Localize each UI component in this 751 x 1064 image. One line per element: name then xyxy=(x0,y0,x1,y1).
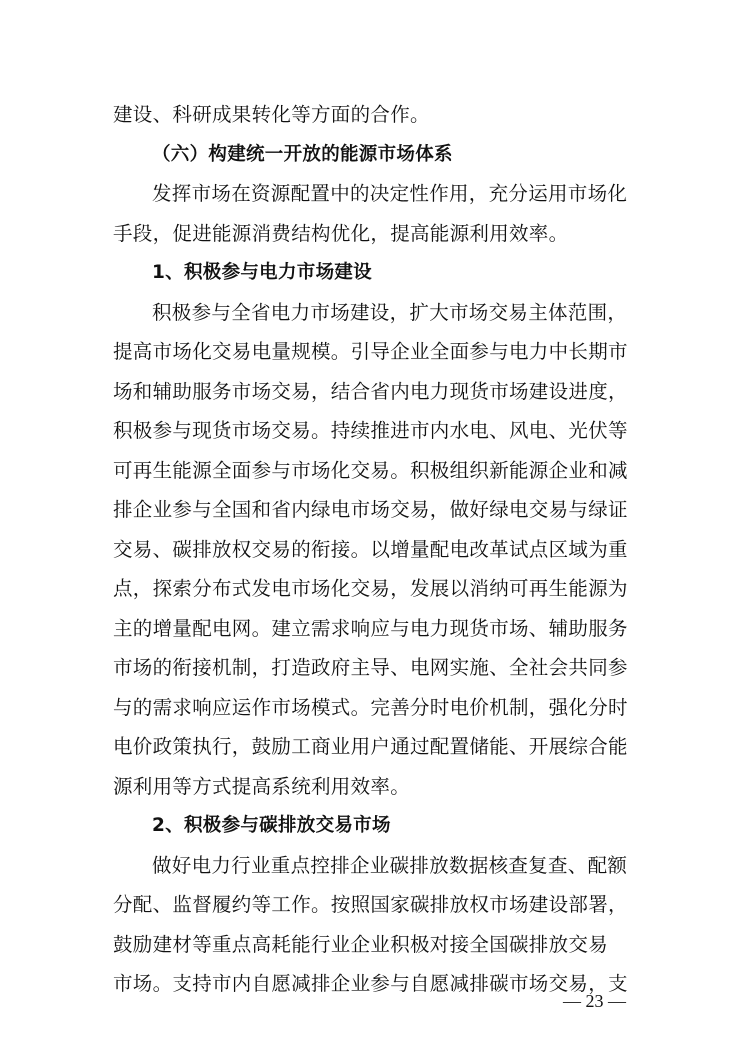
body-text-line: 提高市场化交易电量规模。引导企业全面参与电力中长期市 xyxy=(113,340,628,363)
body-text-line: 建设、科研成果转化等方面的合作。 xyxy=(113,103,430,126)
subsection-heading: 2、积极参与碳排放交易市场 xyxy=(152,815,391,836)
body-text-line: 源利用等方式提高系统利用效率。 xyxy=(113,774,411,798)
body-text-line: 市场的衔接机制，打造政府主导、电网实施、全社会共同参 xyxy=(113,656,628,679)
subsection-heading: 1、积极参与电力市场建设 xyxy=(152,262,372,283)
body-text-line: 手段，促进能源消费结构优化，提高能源利用效率。 xyxy=(113,221,569,245)
body-text-line: 分配、监督履约等工作。按照国家碳排放权市场建设部署， xyxy=(113,893,628,916)
body-text-line: 排企业参与全国和省内绿电市场交易，做好绿电交易与绿证 xyxy=(113,498,628,521)
body-text-line: 电价政策执行，鼓励工商业用户通过配置储能、开展综合能 xyxy=(113,735,628,758)
body-text-line: 发挥市场在资源配置中的决定性作用，充分运用市场化 xyxy=(152,182,628,205)
body-text-line: 市场。支持市内自愿减排企业参与自愿减排碳市场交易，支 xyxy=(113,972,628,995)
document-body xyxy=(113,95,640,1004)
body-text-line: 场和辅助服务市场交易，结合省内电力现货市场建设进度， xyxy=(113,379,628,403)
body-text-line: 积极参与全省电力市场建设，扩大市场交易主体范围， xyxy=(152,300,628,324)
page-number: — 23 — xyxy=(563,991,626,1011)
section-heading: （六）构建统一开放的能源市场体系 xyxy=(152,143,453,165)
body-text-line: 与的需求响应运作市场模式。完善分时电价机制，强化分时 xyxy=(113,695,628,719)
body-text-line: 可再生能源全面参与市场化交易。积极组织新能源企业和减 xyxy=(113,458,628,482)
body-text-line: 交易、碳排放权交易的衔接。以增量配电改革试点区域为重 xyxy=(113,537,628,561)
body-text-line: 鼓励建材等重点高耗能行业企业积极对接全国碳排放交易 xyxy=(113,932,609,956)
body-text-line: 主的增量配电网。建立需求响应与电力现货市场、辅助服务 xyxy=(113,616,628,640)
body-text-line: 积极参与现货市场交易。持续推进市内水电、风电、光伏等 xyxy=(113,419,628,442)
body-text-line: 做好电力行业重点控排企业碳排放数据核查复查、配额 xyxy=(152,853,628,877)
body-text-line: 点，探索分布式发电市场化交易，发展以消纳可再生能源为 xyxy=(113,577,628,600)
